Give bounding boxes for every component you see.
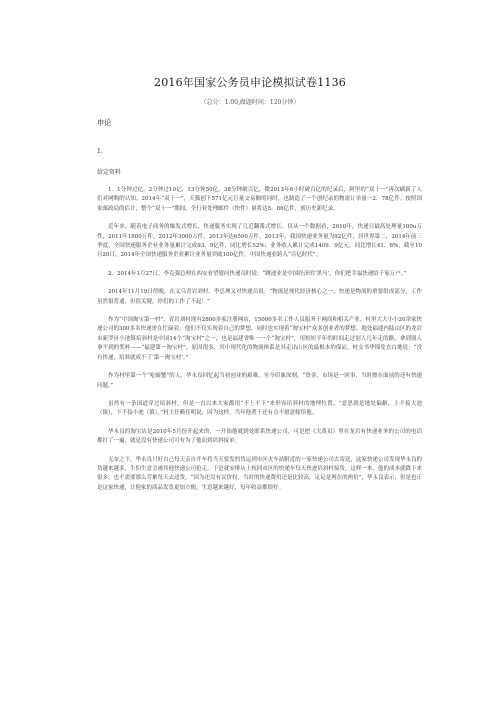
exam-info: （总分：1.00,做题时间：120分钟） bbox=[200, 99, 300, 106]
paragraph: 2．2014年1月27日，李克强总理在西安看望慰问快递员时说：“跳递业是中国经济的‘黑马’，你们把幸福快递给千家万户。” bbox=[108, 270, 407, 277]
paragraph: 无奈之下，华永良只好自己每天亲自开车将当天要发的货运到市区火车站附近的一家快递公司去寄送，这家快递公司发现华永良的货越来越多，生怕生意会被其他快递公司抢走，于是就安排从上杭回市区的快递车每天快进培斜村接货。这样一来，他的成本就降下来很多，也不需要那么劳累每天去送货。“因为还没有议价权，当时的快递费用还是比较高，足足是现在的两倍”，华永良表示，但是也正是这家快递，让他家的商品发货更加方便，生意越来越好，每年收益都很好。 bbox=[97, 456, 422, 491]
paragraph: 2014年11月19日傍晚，在义乌青岩刘村，李总理又对快递员说：“物流是现代经济核心之一，快递是物流的重要组成部分，工作虽然很普通，但很关键，你们的工作了不起！” bbox=[97, 289, 422, 305]
material-label: 给定资料 bbox=[97, 169, 122, 176]
paragraph: 作为“中国淘宝第一村”，青岩刘村现有2800多家注册网店，15000多名工作人员服务于网商和相关产业，村里大大小小20余家快递公司的300多名快递哥在忙碌着，他们不仅实现着自己的梦想，同时也实现着“淘宝村”众多创业者的梦想。地处福建内陆山区的龙岩市新罗区小池镇培斜村是中国14个“淘宝村”之一，也是福建省唯一一个“淘宝村”，用短短半年的时间走过别人几年走的路，拿到别人拿不到的奖杯——“福建第一淘宝村”，原因很多，其中现代化的物流体系是其走出山区的最根本的保证，村支书华锦免直白地说：“没有快递，培斜就成不了‘第一淘宝村’。” bbox=[97, 317, 422, 361]
document-title: 2016年国家公务员申论模拟试卷1136 bbox=[154, 76, 346, 89]
paragraph: 华永良的淘宝店是2010年5月份开起来的，一开始他就到处联系快递公司，可是把《大黄页》里在龙岩有快递业务的公司的电话都打了一遍，就是没有快递公司可有为了他而到培斜接单。 bbox=[97, 428, 422, 445]
paragraph: 作为村里第一个“吃螃蟹”的人，华永良回忆起当初创业的艰难，至今印象深刻。“资金、市场是一回事，当时擦在面前的还有快递问题。” bbox=[97, 373, 422, 389]
material-body bbox=[97, 186, 422, 502]
paragraph: 1．1分钟过亿，2分钟过10亿，13分钟50亿，38分钟破百亿，微2013年6小时破百亿的纪录后，阿里的“双十一”再次刷新了人们对网购的认知。2014年“双十一”，天猫创下571亿元巨量交易额的同时，也制造了一个创纪录的物流订单量一2．78亿件。按照国家邮政局的估计，整个“双十一”期间，全行业处理邮件（快件）量将达5．86亿件，创历史新纪录。 bbox=[97, 187, 422, 212]
question-number: 1. bbox=[97, 148, 103, 155]
paragraph: 虽然有一条国道穿过培斜村，但是一直以来大家都用“不上不下”来形容培斜村的地理位置。“意思就是地处偏僻，上不接大池（镇），下不接小池（镇）。”村主任赖佳明说，因为这样，当年他著于还有点不愿意嫁给他。 bbox=[97, 400, 422, 417]
section-heading: 申论 bbox=[97, 118, 112, 127]
paragraph: 近年来，随着电子商务的爆发式增长，快递服务实现了几近翻番式增长。仅从一个数据看，2010年，快递日最高处理量100u万件，2011年1800万件，2012年3000万件，2013年达6500万件，2013年，我国快递业务量为92亿件，居世界第二，2014年前三季度，全国快递服务企业业务量累计完成93．9亿件，同比增长52%；业务收入累计完成1409．9亿元，同比增长41．6%，截至10月20日，2014年全国快递服务企业累计业务量突破100亿件，中国快递业跨入“百亿时代”。 bbox=[97, 224, 422, 259]
